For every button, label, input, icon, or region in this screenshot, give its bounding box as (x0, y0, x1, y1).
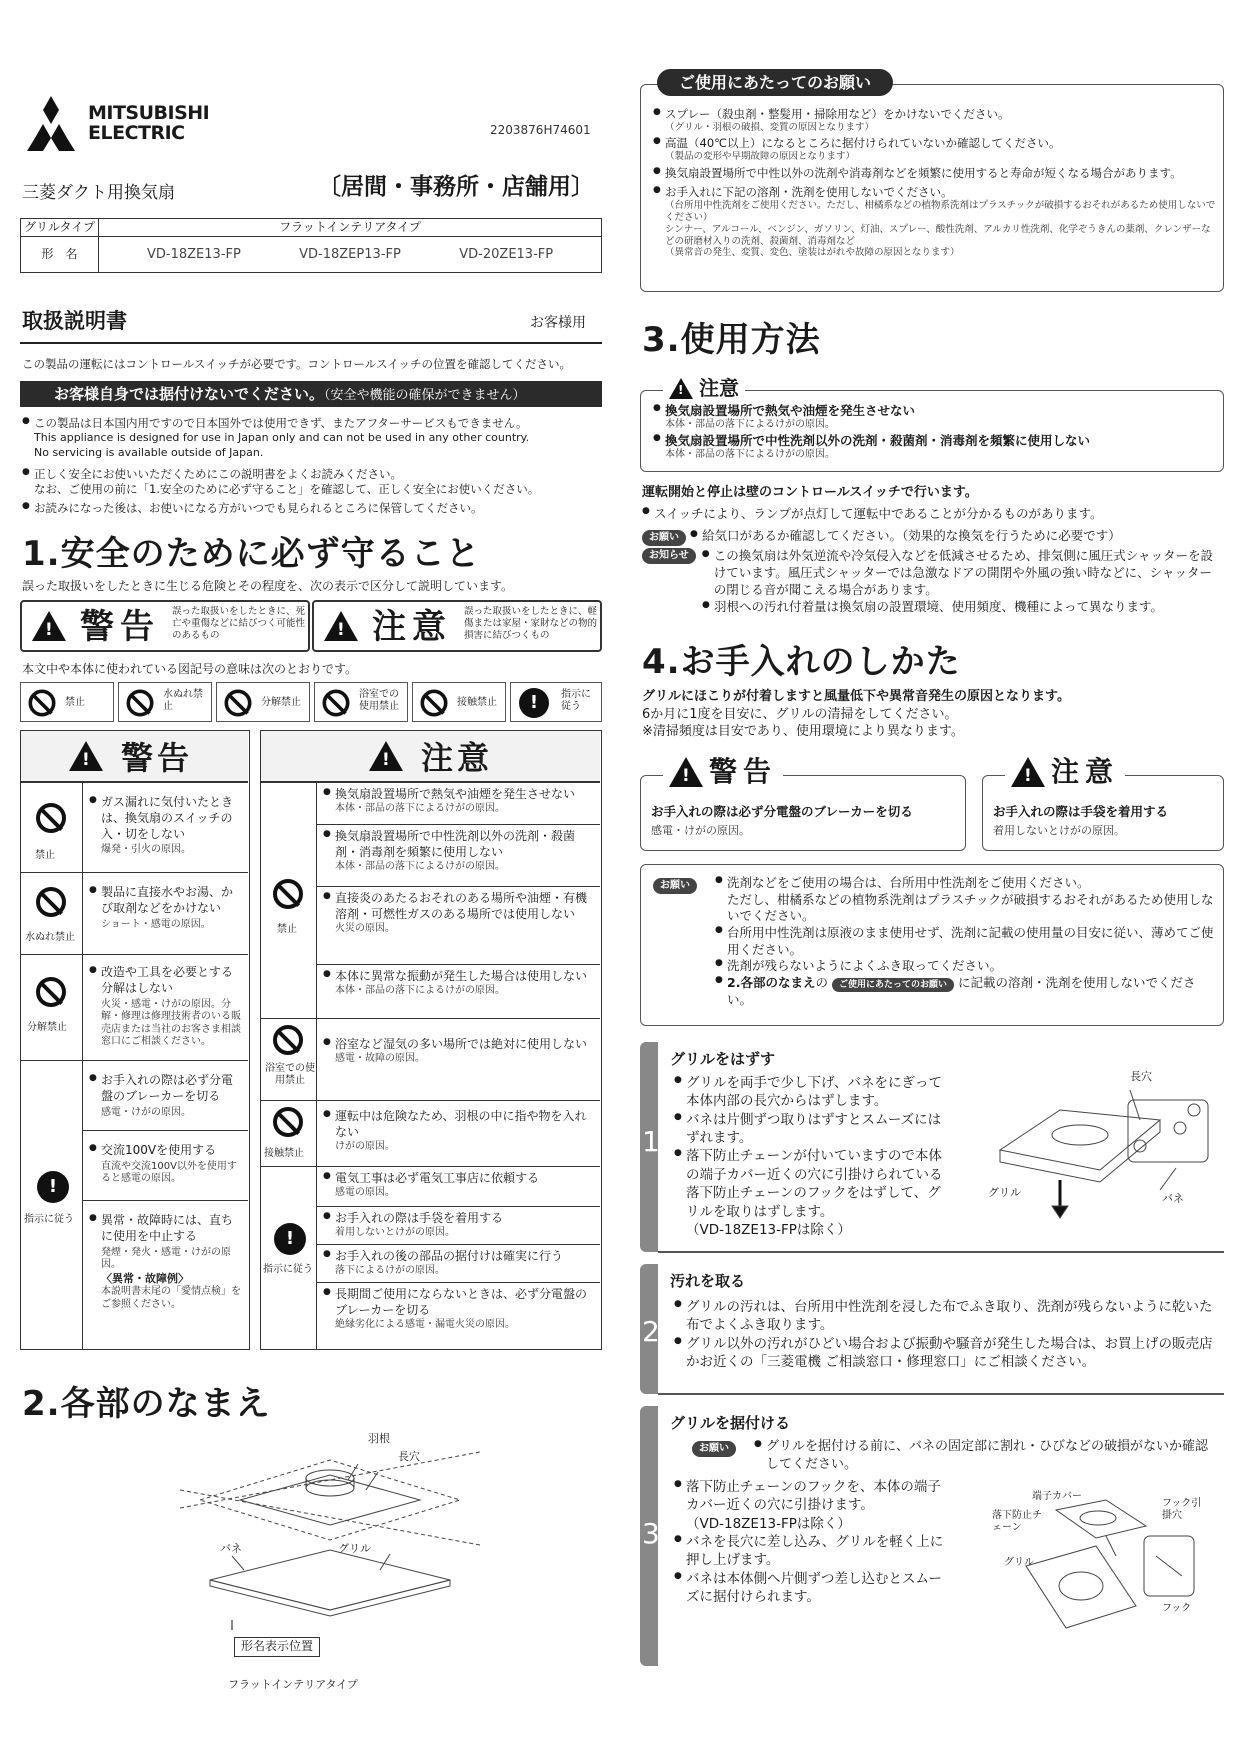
operation-note: 運転開始と停止は壁のコントロールスイッチで行います。 (642, 485, 978, 500)
grille-type-label: グリルタイプ (21, 219, 99, 237)
usage-caution-box (640, 376, 1224, 472)
caution-legend (312, 600, 602, 652)
brand-line2: ELECTRIC (88, 122, 185, 144)
symbol-no-water: 水ぬれ禁止 (118, 682, 212, 722)
caut-item: ● 電気工事は必ず電気工事店に依頼する 感電の原因。 (323, 1171, 595, 1199)
request-item-2-note: （製品の変形や早期故障の原因となります） (665, 151, 856, 163)
instruction-icon: ! (519, 688, 549, 718)
no-water-icon (127, 690, 154, 717)
symbol-follow: ! 指示に従う (510, 682, 602, 722)
step-1-number: 1 (642, 1125, 660, 1158)
section1-title: 1.安全のために必ず守ること (22, 534, 481, 574)
hook-label: フック (1162, 1603, 1192, 1614)
request-item-4: ● お手入れに下記の溶剤・洗剤を使用しないでください。 (653, 185, 1217, 200)
step-2-title: 汚れを取る (670, 1272, 746, 1290)
symbol-prohibit: 禁止 (20, 682, 114, 722)
warn-item: ● 交流100Vを使用する 直流や交流100V以外を使用すると感電の原因。 (89, 1143, 243, 1186)
section4-lead-bold: グリルにほこりが付着しますと風量低下や異常音発生の原因となります。 (642, 689, 1070, 704)
step-1-item-2: ● バネは片側ずつ取りはずすとスムーズにはずれます。 (674, 1111, 952, 1148)
section4-lead-2: 6か月に1度を目安に、グリルの清掃をしてください。 (642, 706, 958, 722)
do-not-install-banner (20, 381, 602, 407)
caution-triangle-icon (324, 611, 358, 641)
model-2: VD-18ZEP13-FP (299, 246, 401, 262)
lamp-note: ● スイッチにより、ランプが点灯して運転中であることが分かるものがあります。 (642, 506, 1222, 523)
warning-header-icon (69, 741, 103, 771)
step-1-slot-label: 長穴 (1130, 1070, 1152, 1083)
caut-item: ● 浴室など湿気の多い場所では絶対に使用しない 感電・故障の原因。 (323, 1037, 595, 1065)
request-item-3: ● 換気扇設置場所で中性以外の洗剤や消毒剤などを頻繁に使用すると寿命が短くなる場合があります。 (653, 166, 1217, 181)
section1-subtitle: 誤った取扱いをしたときに生じる危険とその程度を、次の表示で区分して説明しています。 (22, 579, 514, 593)
no-touch-icon (421, 690, 448, 717)
step-1-title: グリルをはずす (670, 1050, 776, 1068)
care-caution-box (982, 755, 1224, 851)
care-request-box (640, 864, 1224, 1026)
warning-table: ! 警告 禁止 ● ガス漏れに気付いたときは、換気扇のスイッチの入・切をしない 爆発・引火の原因。 水ぬれ禁止 ● 製品に直接水やお湯、かび取剤などをかけない ショート・感電の原因。 分解禁止 ● 改造や工具を必要とする分解はしない 火災・感電・けがの原因。分解・修理は修理技術者のいる販売店または当社のお客さま相談窓口にご相談ください。 ! 指示に従う ● お手入れの際は必ず分電盤のブレーカーを切る 感電・けがの原因。 ● 交流100Vを使用する 直流や交流100V以外を使用すると感電の原因。 ● 異常・故障時には、直ちに使用を中止する 発煙・発火・感電・けがの原因。 〈異常・故障例〉 本説明書末尾の「愛情点検」をご参照ください。 (20, 730, 250, 1350)
doc-title: 取扱説明書 (22, 309, 127, 333)
care-warning-label: 警告 (709, 755, 778, 788)
step-2-item-1: ● グリルの汚れは、台所用中性洗剤を浸した布でふき取り、洗剤が残らないように乾いた布でよくふき取ります。 (674, 1298, 1220, 1335)
prohibit-icon (36, 803, 66, 833)
step-3-grille-label: グリル (1004, 1557, 1034, 1568)
care-request-1: ● 洗剤などをご使用の場合は、台所用中性洗剤をご使用ください。 (715, 875, 1215, 892)
request-pill: お願い (692, 1441, 736, 1457)
step-3-item-3: ● バネは本体側へ片側ずつ差し込むとスムーズに据付けられます。 (674, 1570, 950, 1607)
three-diamonds-icon (22, 94, 80, 152)
intro-bullet-2b: なお、ご使用の前に「1.安全のために必ず守ること」を確認して、正しく安全にお使いください。 (34, 481, 540, 496)
step-3-item-2: ● バネを長穴に差し込み、グリルを軽く上に押し上げます。 (674, 1533, 950, 1570)
request-item-4-note1: （台所用中性洗剤をご使用ください。ただし、柑橘系などの植物系洗剤はプラスチックが破損するおそれがあるため使用しないでください） (665, 199, 1216, 223)
step-1-item-3: ● 落下防止チェーンが付いていますので本体の端子カバー近くの穴に引掛けられている落下防止チェーンのフックをはずして、グリルを取りはずします。 (674, 1147, 952, 1220)
usage-caution-label: 注意 (699, 376, 739, 400)
caution-table: ! 注意 禁止 ● 換気扇設置場所で熱気や油煙を発生させない 本体・部品の落下によるけがの原因。 ● 換気扇設置場所で中性洗剤以外の洗剤・殺菌剤・消毒剤を頻繁に使用しない 本体・部品の落下によるけがの原因。 ● 直接炎のあたるおそれのある場所や油煙・有機溶剤・可燃性ガスのある場所では使用しない 火災の原因。 ● 本体に異常な振動が発生した場合は使用しない 本体・部品の落下によるけがの原因。 浴室での使用禁止 ● 浴室など湿気の多い場所では絶対に使用しない 感電・故障の原因。 接触禁止 ● 運転中は危険なため、羽根の中に指や物を入れない けがの原因。 ! 指示に従う ● 電気工事は必ず電気工事店に依頼する 感電の原因。 ● お手入れの際は手袋を着用する 着用しないとけがの原因。 ● お手入れの後の部品の据付けは確実に行う 落下によるけがの原因。 ● 長期間ご使用にならないときは、必ず分電盤のブレーカーを切る 絶縁劣化による感電・漏電火災の原因。 (260, 730, 602, 1350)
caution-triangle-icon (669, 378, 693, 399)
request-item-4-note2: シンナー、アルコール、ベンジン、ガソリン、灯油、スプレー、酸性洗剤、アルカリ性洗剤、化学ぞうきんの薬剤、クレンザーなどの研磨材入りの洗剤、殺菌剤、消毒剤など (665, 223, 1211, 247)
care-warning-box (640, 755, 966, 851)
intro-bullet-3: ● お読みになった後は、お使いになる方がいつでも見られるところに保管してください。 (22, 501, 602, 516)
warn-item: ● 製品に直接水やお湯、かび取剤などをかけない ショート・感電の原因。 (89, 885, 243, 931)
symbol-no-touch: 接触禁止 (412, 682, 506, 722)
intake-request: ● 給気口があるか確認してください。（効果的な換気を行うために必要です） (690, 528, 1121, 543)
care-request-1b: ただし、柑橘系などの植物系洗剤はプラスチックが破損するおそれがあるため使用しないでください。 (727, 891, 1214, 924)
caut-item: ● 直接炎のあたるおそれのある場所や油煙・有機溶剤・可燃性ガスのある場所では使用しない 火災の原因。 (323, 891, 595, 935)
warn-item: ● お手入れの際は必ず分電盤のブレーカーを切る 感電・けがの原因。 (89, 1073, 243, 1119)
warn-item: ● 改造や工具を必要とする分解はしない 火災・感電・けがの原因。分解・修理は修理技術者のいる販売店または当社のお客さま相談窓口にご相談ください。 (89, 965, 243, 1049)
warning-legend (20, 600, 310, 652)
no-disassembly-icon (36, 977, 66, 1007)
usage-caution-2-note: 本体・部品の落下によるけがの原因。 (665, 449, 835, 460)
warning-triangle-icon (32, 611, 66, 641)
intro-bullet-1-en1: This appliance is designed for use in Japan only and can not be used in any other country. (34, 431, 530, 445)
caution-triangle-icon (1011, 757, 1045, 787)
step-1-grille-label: グリル (988, 1186, 1021, 1199)
no-touch-icon (273, 1107, 303, 1137)
grille-type-value: フラットインテリアタイプ (279, 219, 421, 234)
care-caution-note: 着用しないとけがの原因。 (993, 824, 1125, 837)
symbols-row (20, 682, 602, 722)
care-request-3: ● 洗剤が残らないようによくふき取ってください。 (715, 958, 1215, 975)
care-request-4: ● 2.各部のなまえの ご使用にあたってのお願い に記載の溶剤・洗剤を使用しないでください。 (715, 975, 1215, 1009)
prohibit-icon (273, 879, 303, 909)
step-3-title: グリルを据付ける (670, 1414, 791, 1432)
step-3 (640, 1406, 1224, 1666)
section2-title: 2.各部のなまえ (22, 1384, 271, 1424)
instruction-icon: ! (37, 1171, 69, 1203)
banner-main: お客様自身では据付けないでください。 (54, 385, 325, 403)
diagram-caption: フラットインテリアタイプ (228, 1678, 358, 1691)
hook-hole-label: フック引掛穴 (1162, 1498, 1202, 1521)
grille-removal-diagram (980, 1070, 1220, 1250)
care-caution-label: 注意 (1051, 755, 1120, 788)
caut-item: ● 運転中は危険なため、羽根の中に指や物を入れない けがの原因。 (323, 1109, 595, 1153)
symbols-intro: 本文中や本体に使われている図記号の意味は次のとおりです。 (22, 662, 358, 676)
instruction-icon: ! (274, 1223, 306, 1255)
usage-caution-2: ● 換気扇設置場所で中性洗剤以外の洗剤・殺菌剤・消毒剤を頻繁に使用しない (653, 433, 1217, 449)
no-bath-icon (273, 1025, 303, 1055)
warning-legend-desc: 誤った取扱いをしたときに、死亡や重傷などに結びつく可能性のあるもの (172, 606, 306, 641)
terminal-cover-label: 端子カバー (1032, 1491, 1082, 1502)
audience-label: お客様用 (530, 315, 586, 331)
section3-title: 3.使用方法 (642, 320, 821, 360)
caut-item: ● お手入れの後の部品の据付けは確実に行う 落下によるけがの原因。 (323, 1249, 595, 1277)
slot-label: 長穴 (398, 1450, 420, 1463)
section4-title: 4.お手入れのしかた (642, 642, 961, 682)
model-1: VD-18ZE13-FP (147, 246, 241, 262)
request-item-1: ● スプレー（殺虫剤・整髪用・掃除用など）をかけないでください。 (653, 107, 1217, 122)
model-table (20, 218, 602, 273)
banner-sub: （安全や機能の確保ができません） (324, 388, 526, 403)
request-item-1-note: （グリル・羽根の破損、変質の原因となります） (665, 122, 875, 134)
request-pill: お願い (642, 530, 686, 546)
shutter-info: ● この換気扇は外気逆流や冷気侵入などを低減させるため、排気側に風圧式シャッターを設けています。風圧式シャッターでは急激なドアの開閉や外風の強い時などに、シャッターの閉じる音が聞こえる場合があります。 (702, 548, 1222, 599)
caut-item: ● 本体に異常な振動が発生した場合は使用しない 本体・部品の落下によるけがの原因。 (323, 969, 595, 997)
usage-request-pill: ご使用にあたってのお願い (832, 978, 954, 992)
warn-item: ● 異常・故障時には、直ちに使用を中止する 発煙・発火・感電・けがの原因。 〈異常・故障例〉 本説明書末尾の「愛情点検」をご参照ください。 (89, 1213, 243, 1311)
brand-line1: MITSUBISHI (88, 102, 210, 124)
warning-legend-label: 警告 (80, 607, 160, 647)
no-water-icon (36, 887, 66, 917)
spring-label: バネ (220, 1542, 242, 1555)
mitsubishi-logo (22, 94, 212, 154)
caution-legend-desc: 誤った取扱いをしたときに、軽傷または家屋・家財などの物的損害に結びつくもの (464, 606, 598, 641)
ceiling-fan-diagram (180, 1430, 480, 1630)
step-2 (640, 1264, 1224, 1394)
warning-triangle-icon (669, 757, 703, 787)
request-item-4-note3: （異常音の発生、変質、変色、塗装はがれや故障の原因となります） (665, 247, 960, 259)
caut-item: ● 換気扇設置場所で熱気や油煙を発生させない 本体・部品の落下によるけがの原因。 (323, 787, 595, 815)
product-name: 三菱ダクト用換気扇 (22, 183, 175, 203)
step-1-spring-label: バネ (1162, 1192, 1184, 1205)
usage-label: 〔居間・事務所・店舗用〕 (318, 174, 594, 200)
model-3: VD-20ZE13-FP (459, 246, 554, 262)
symbol-no-disassembly: 分解禁止 (216, 682, 310, 722)
care-warning-note: 感電・けがの原因。 (651, 824, 750, 837)
care-request-2: ● 台所用中性洗剤は原液のまま使用せず、洗剤に記載の使用量の目安に従い、薄めてご使用ください。 (715, 925, 1215, 958)
care-warning-text: お手入れの際は必ず分電盤のブレーカーを切る (651, 804, 913, 819)
parts-diagram (180, 1430, 480, 1690)
step-3-note: （VD-18ZE13-FPは除く） (686, 1515, 851, 1532)
caut-item: ● お手入れの際は手袋を着用する 着用しないとけがの原因。 (323, 1211, 595, 1239)
step-1 (640, 1042, 1224, 1252)
caution-header-icon (369, 741, 403, 771)
caut-item: ● 換気扇設置場所で中性洗剤以外の洗剤・殺菌剤・消毒剤を頻繁に使用しない 本体・部品の落下によるけがの原因。 (323, 829, 595, 873)
step-2-item-2: ● グリル以外の汚れがひどい場合および振動や騒音が発生した場合は、お買上げの販売店かお近くの「三菱電機 ご相談窓口・修理窓口」にご相談ください。 (674, 1335, 1220, 1372)
step-2-number: 2 (642, 1315, 660, 1348)
section4-lead-3: ※清掃頻度は目安であり、使用環境により異なります。 (642, 724, 964, 740)
prohibit-icon (29, 690, 56, 717)
caut-item: ● 長期間ご使用にならないときは、必ず分電盤のブレーカーを切る 絶縁劣化による感電・漏電火災の原因。 (323, 1287, 595, 1331)
chain-label: 落下防止チェーン (992, 1510, 1042, 1533)
intro-bullet-1: ● この製品は日本国内用ですので日本国外では使用できず、またアフターサービスもできません。 (22, 416, 602, 431)
usage-caution-1-note: 本体・部品の落下によるけがの原因。 (665, 419, 835, 431)
no-disassembly-icon (225, 690, 252, 717)
step-3-number: 3 (642, 1517, 660, 1550)
usage-request-box (640, 73, 1224, 292)
info-pill: お知らせ (642, 548, 696, 564)
switch-note: この製品の運転にはコントロールスイッチが必要です。コントロールスイッチの位置を確認してください。 (22, 357, 572, 371)
intro-bullet-1-en2: No servicing is available outside of Japan. (34, 445, 264, 459)
step-1-item-1: ● グリルを両手で少し下げ、バネをにぎって本体内部の長穴からはずします。 (674, 1074, 952, 1111)
no-bath-icon (323, 690, 350, 717)
caution-legend-label: 注意 (372, 607, 452, 647)
intro-bullets (22, 416, 602, 516)
step-3-request: ● グリルを据付ける前に、バネの固定部に割れ・ひびなどの破損がないか確認してください。 (754, 1438, 1220, 1473)
blade-label: 羽根 (368, 1432, 390, 1445)
doc-code: 2203876H74601 (490, 123, 591, 137)
caution-header-label: 注意 (421, 739, 494, 777)
model-label: 形 名 (21, 237, 99, 273)
request-title: ご使用にあたってのお願い (657, 69, 893, 96)
care-caution-text: お手入れの際は手袋を着用する (993, 804, 1169, 819)
title-rule (20, 342, 602, 344)
symbol-no-bath: 浴室での使用禁止 (314, 682, 408, 722)
intro-bullet-2: ● 正しく安全にお使いいただくためにこの説明書をよくお読みください。 (22, 467, 602, 482)
usage-caution-1: ● 換気扇設置場所で熱気や油煙を発生させない (653, 403, 1217, 419)
step-1-note: （VD-18ZE13-FPは除く） (686, 1221, 851, 1238)
warn-item: ● ガス漏れに気付いたときは、換気扇のスイッチの入・切をしない 爆発・引火の原因。 (89, 795, 243, 857)
request-pill: お願い (653, 878, 697, 894)
nameplate-label: 形名表示位置 (234, 1637, 320, 1657)
grille-label: グリル (338, 1542, 371, 1555)
request-item-2: ● 高温（40℃以上）になるところに据付けられていないか確認してください。 (653, 136, 1217, 151)
step-3-item-1: ● 落下防止チェーンのフックを、本体の端子カバー近くの穴に引掛けます。 (674, 1478, 950, 1515)
dirt-info: ● 羽根への汚れ付着量は換気扇の設置環境、使用頻度、機種によって異なります。 (702, 599, 1222, 616)
warning-header-label: 警告 (121, 739, 194, 777)
